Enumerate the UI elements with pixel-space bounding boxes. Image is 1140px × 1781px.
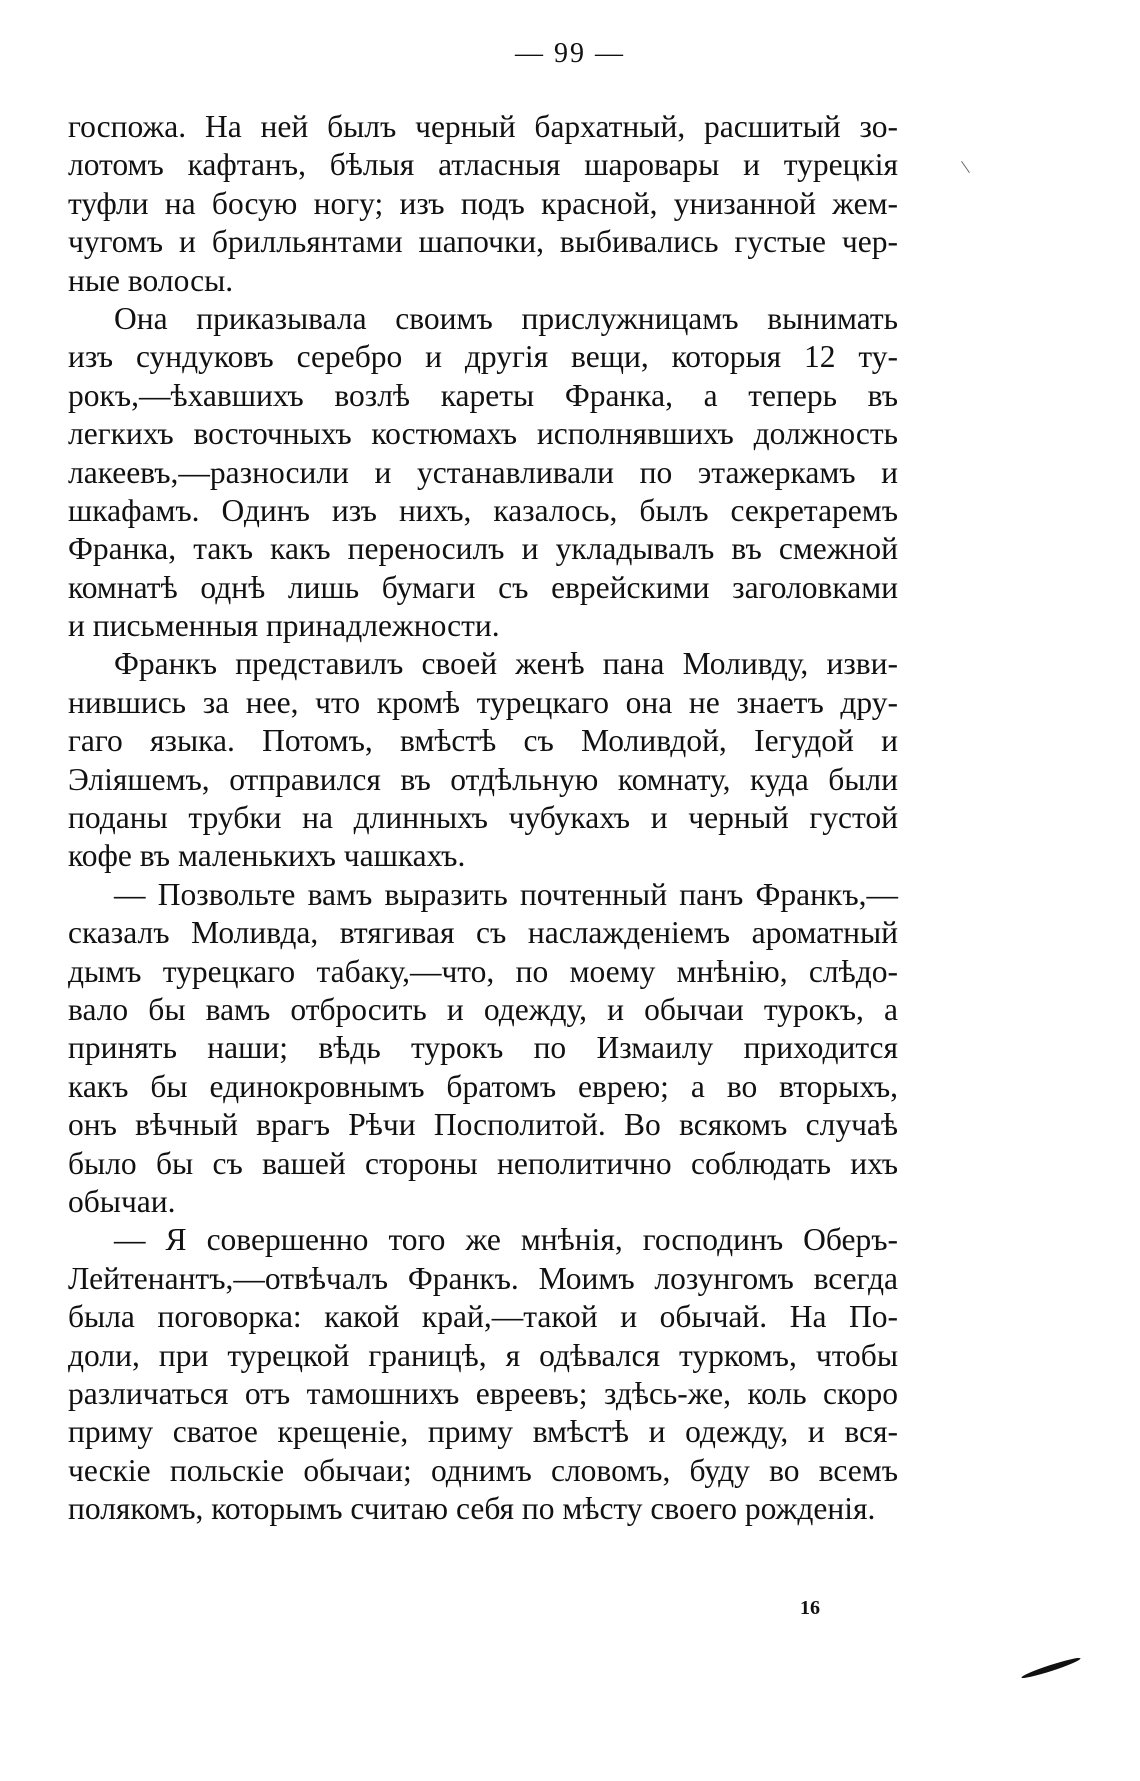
text-line: была поговорка: какой край,—такой и обычай. На По- [68,1299,898,1335]
text-line: комнатѣ однѣ лишь бумаги съ еврейскими заголовками [68,569,898,605]
text-line: — Я совершенно того же мнѣнія, господинъ Оберъ- [114,1222,898,1258]
text-line: чугомъ и брилльянтами шапочки, выбивались густые чер- [68,224,898,260]
text-line: лотомъ кафтанъ, бѣлыя атласныя шаровары и турецкія [68,147,898,183]
text-line: полякомъ, которымъ считаю себя по мѣсту своего рожденія. [68,1491,876,1527]
text-line: туфли на босую ногу; изъ подъ красной, унизанной жем- [68,185,898,221]
text-line: Франкъ представилъ своей женѣ пана Моливду, изви- [114,646,898,682]
text-line: было бы съ вашей стороны неполитично соблюдать ихъ [68,1145,898,1181]
text-line: госпожа. На ней былъ черный бархатный, расшитый зо- [68,109,898,144]
text-line: шкафамъ. Одинъ изъ нихъ, казалось, былъ секретаремъ [68,492,898,528]
body-text [68,108,898,1528]
signature-mark: 16 [800,1597,820,1619]
text-line: и письменныя принадлежности. [68,608,500,644]
text-line: изъ сундуковъ серебро и другія вещи, которыя 12 ту- [68,339,898,375]
text-line: вало бы вамъ отбросить и одежду, и обычаи турокъ, а [68,991,898,1027]
text-line: приму сватое крещеніе, приму вмѣстѣ и одежду, и вся- [68,1414,898,1450]
text-line: кофе въ маленькихъ чашкахъ. [68,838,466,874]
text-line: дымъ турецкаго табаку,—что, по моему мнѣнію, слѣдо- [68,953,898,989]
text-line: какъ бы единокровнымъ братомъ еврею; а во вторыхъ, [68,1068,898,1104]
text-line: рокъ,—ѣхавшихъ возлѣ кареты Франка, а теперь въ [68,377,898,413]
text-line: обычаи. [68,1183,176,1219]
text-line: ные волосы. [68,262,234,298]
text-line: принять наши; вѣдь турокъ по Измаилу приходится [68,1030,898,1066]
text-line: поданы трубки на длинныхъ чубукахъ и черный густой [68,800,898,836]
text-line: ческіе польскіе обычаи; однимъ словомъ, буду во всемъ [68,1452,898,1488]
text-line: нившись за нее, что кромѣ турецкаго она не знаетъ дру- [68,684,898,720]
text-line: сказалъ Моливда, втягивая съ наслажденіемъ ароматный [68,915,898,951]
text-line: гаго языка. Потомъ, вмѣстѣ съ Моливдой, Іегудой и [68,723,898,759]
text-line: лакеевъ,—разносили и устанавливали по этажеркамъ и [68,454,898,490]
text-line: Эліяшемъ, отправился въ отдѣльную комнату, куда были [68,761,898,797]
text-line: онъ вѣчный врагъ Рѣчи Посполитой. Во всякомъ случаѣ [68,1107,898,1143]
page-number: — 99 — [515,38,625,69]
text-line: различаться отъ тамошнихъ евреевъ; здѣсь-же, коль скоро [68,1375,898,1411]
stray-mark [961,161,970,173]
ink-smudge [1021,1656,1082,1681]
text-line: Она приказывала своимъ прислужницамъ вынимать [114,300,898,336]
text-line: легкихъ восточныхъ костюмахъ исполнявшихъ должность [68,416,898,452]
text-line: Франка, такъ какъ переносилъ и укладывалъ въ смежной [68,531,898,567]
text-line: Лейтенантъ,—отвѣчалъ Франкъ. Моимъ лозунгомъ всегда [68,1260,898,1296]
text-line: доли, при турецкой границѣ, я одѣвался туркомъ, чтобы [68,1337,898,1373]
text-line: — Позвольте вамъ выразить почтенный панъ Франкъ,— [114,876,898,912]
